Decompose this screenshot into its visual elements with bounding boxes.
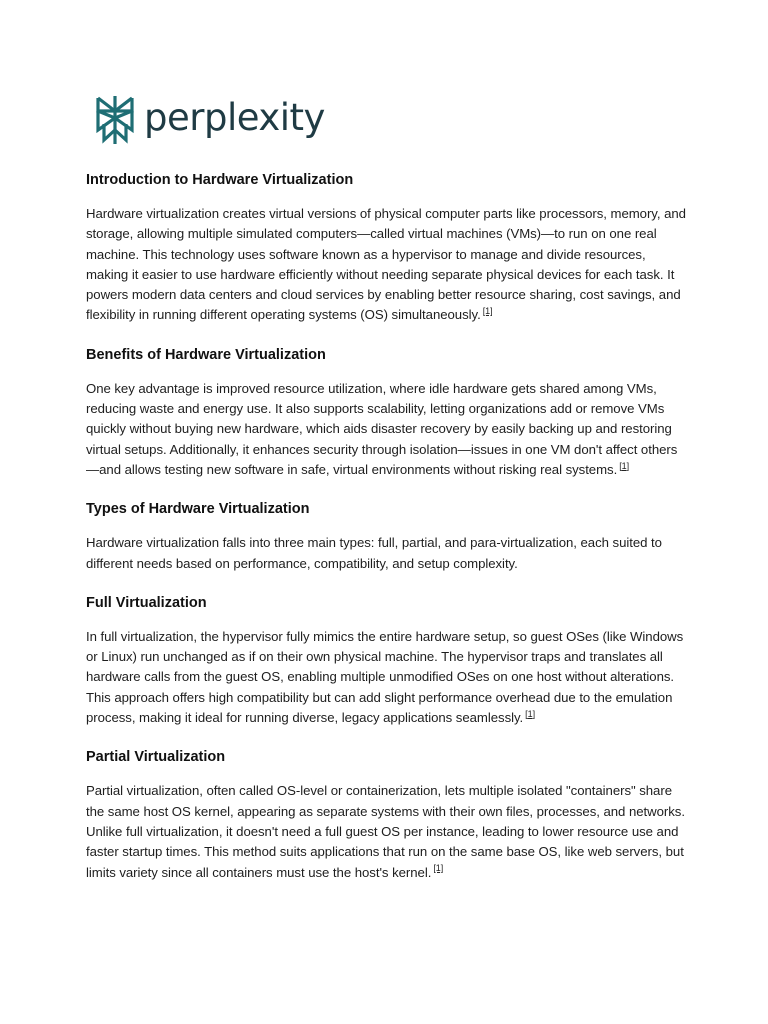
section-heading: Partial Virtualization <box>86 749 226 766</box>
section-introduction <box>86 170 690 326</box>
section-heading: Benefits of Hardware Virtualization <box>86 346 326 363</box>
section-body <box>86 627 690 728</box>
perplexity-wordmark: perplexity <box>144 95 325 139</box>
section-body <box>86 204 690 326</box>
section-heading: Introduction to Hardware Virtualization <box>86 172 354 188</box>
section-body-text: Hardware virtualization falls into three main types: full, partial, and para-virtualization, each suited to different needs based on performance, compatibility, and setup complexity. <box>86 535 662 571</box>
citation-link[interactable]: [1] <box>482 306 493 317</box>
section-full-virtualization <box>86 593 690 728</box>
section-body <box>86 781 690 882</box>
section-body <box>86 533 690 574</box>
section-benefits <box>86 345 690 480</box>
perplexity-logo <box>94 92 325 148</box>
section-body-text: Partial virtualization, often called OS-level or containerization, lets multiple isolated "containers" share the same host OS kernel, appearing as separate systems with their own files, processes, and networks. Unlike full virtualization, it doesn't need a full guest OS per instance, leading to lower resource use and faster startup times. This method suits applications that run on the same base OS, like web servers, but limits variety since all containers must use the host's kernel. <box>86 783 685 880</box>
section-partial-virtualization <box>86 747 690 882</box>
section-body-text: One key advantage is improved resource utilization, where idle hardware gets shared among VMs, reducing waste and energy use. It also supports scalability, letting organizations add or remove VMs quickly without buying new hardware, which aids disaster recovery by easily backing up and restoring virtual setups. Additionally, it enhances security through isolation—issues in one VM don't affect others—and allows testing new software in safe, virtual environments without risking real systems. <box>86 380 678 477</box>
section-heading: Types of Hardware Virtualization <box>86 501 310 518</box>
section-types <box>86 499 690 574</box>
citation-link[interactable]: [1] <box>525 708 536 719</box>
section-body <box>86 379 690 480</box>
citation-link[interactable]: [1] <box>619 460 630 471</box>
article-content <box>86 170 690 902</box>
perplexity-logo-icon <box>94 94 136 146</box>
section-heading: Full Virtualization <box>86 594 207 611</box>
section-body-text: In full virtualization, the hypervisor fully mimics the entire hardware setup, so guest OSes (like Windows or Linux) run unchanged as if on their own physical machine. The hypervisor traps and translates all hardware calls from the guest OS, enabling multiple unmodified OSes on one host without alterations. This approach offers high compatibility but can add slight performance overhead due to the emulation process, making it ideal for running diverse, legacy applications seamlessly. <box>86 628 684 726</box>
section-body-text: Hardware virtualization creates virtual versions of physical computer parts like processors, memory, and storage, allowing multiple simulated computers—called virtual machines (VMs)—to run on one real machine. This technology uses software known as a hypervisor to manage and divide resources, making it easier to use hardware efficiently without needing separate physical devices for each task. It powers modern data centers and cloud services by enabling better resource sharing, cost savings, and flexibility in running different operating systems (OS) simultaneously. <box>86 206 686 323</box>
citation-link[interactable]: [1] <box>433 863 444 874</box>
